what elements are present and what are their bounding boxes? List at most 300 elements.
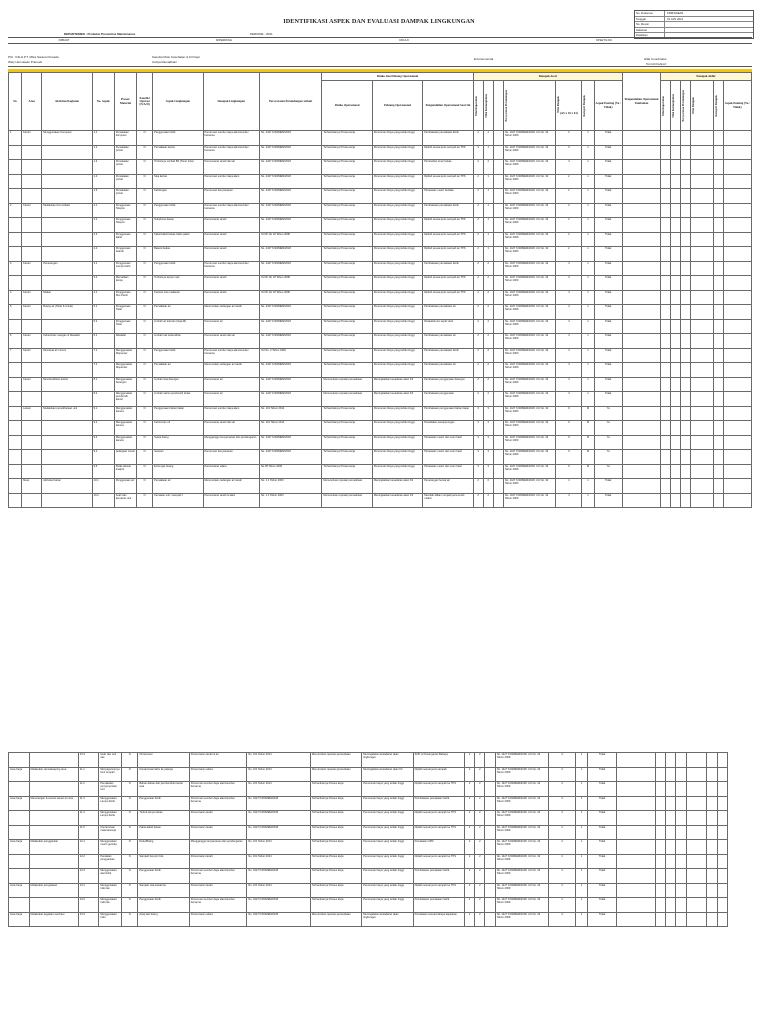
row-score: 4: [556, 305, 582, 320]
row-aspect: Penggunaan listrik: [153, 131, 203, 146]
row-process: Penggunaan Toilet: [114, 305, 136, 320]
empty-cell: [723, 421, 751, 436]
row-probability: 1: [483, 232, 493, 247]
empty-cell: [671, 450, 681, 465]
empty-cell: [713, 218, 723, 233]
row-significant: Tidak: [594, 334, 622, 349]
row-probability: 1: [483, 203, 493, 218]
row-opportunity: Penurunan biaya yang terlalu tinggi: [372, 363, 422, 378]
row-aspect: Sampah besi pin bits: [138, 854, 189, 869]
row-severity: 2: [464, 898, 474, 913]
row-risk: Menurunkan reputasi perusahaan: [310, 912, 361, 927]
row-risk: Terhambatnya Proses kerja: [322, 450, 372, 465]
row-area: Kantor: [22, 261, 42, 276]
header-final-severity: Nilai Keparahan: [662, 95, 666, 116]
empty-cell: [622, 218, 660, 233]
row-no: [9, 363, 22, 378]
row-condition: N: [136, 218, 152, 233]
row-no: [9, 377, 22, 392]
row-area: [9, 825, 30, 840]
row-severity: 2: [464, 854, 474, 869]
header-opportunity: Peluang Operasional: [372, 81, 422, 131]
empty-cell: [713, 348, 723, 363]
row-category: 1: [582, 334, 594, 349]
row-activity: [42, 232, 92, 247]
row-opportunity: Meningkatkan kesadaran akan K3: [362, 767, 413, 782]
header-extra-control: Pengendalian Operasional Tambahan: [622, 73, 660, 131]
row-no: [9, 435, 22, 450]
row-significant: Tidak: [594, 145, 622, 160]
row-aspect-no: 9.5: [92, 464, 114, 479]
row-area: Kantor: [22, 348, 42, 363]
row-opportunity: Penurunan biaya yang terlalu tinggi: [362, 796, 413, 811]
row-no: [9, 189, 22, 204]
empty-cell: [655, 840, 665, 855]
empty-cell: [707, 883, 717, 898]
row-condition: N: [121, 825, 137, 840]
row-legal: No. 1427 K/30/MEM/2018. UU No. 32 Tahun 2009: [503, 131, 555, 146]
empty-cell: [707, 796, 717, 811]
empty-cell: [717, 753, 727, 768]
empty-cell: [493, 232, 503, 247]
empty-cell: [661, 406, 671, 421]
row-severity: 2: [473, 334, 483, 349]
empty-cell: [723, 145, 751, 160]
row-control: Pembatasan pemakaian listrik: [423, 131, 473, 146]
row-regulation: No. 4427 K/30/MEM/2018: [247, 912, 311, 927]
table-row: [9, 753, 728, 768]
header-impact: Dampak Lingkungan: [203, 73, 259, 131]
empty-cell: [676, 869, 686, 884]
row-score: 4: [549, 898, 576, 913]
empty-cell: [686, 912, 707, 927]
row-opportunity: Penurunan biaya yang terlalu tinggi: [372, 276, 422, 291]
empty-cell: [661, 261, 671, 276]
table-row: [9, 782, 728, 797]
row-legal: No. 1427 K/30/MEM/2018. UU No. 32 Tahun 2009: [503, 377, 555, 392]
row-severity: 3: [473, 450, 483, 465]
empty-cell: [622, 435, 660, 450]
row-category: 1: [575, 753, 587, 768]
row-score: 4: [549, 753, 576, 768]
row-aspect: Limbah sisa detergen: [153, 377, 203, 392]
empty-cell: [713, 261, 723, 276]
row-risk: Terhambatnya Proses kerja: [322, 319, 372, 334]
row-process: Pemakaian printer: [114, 189, 136, 204]
signer-mid-name: Cahya Ramadhani: [152, 60, 177, 64]
row-legal: No. 1427 K/30/MEM/2018. UU No. 32 Tahun 2009: [503, 421, 555, 436]
empty-cell: [681, 479, 691, 494]
row-opportunity: Meningkatkan kesadaran akan K3: [372, 377, 422, 392]
empty-cell: [671, 363, 681, 378]
empty-cell: [671, 435, 681, 450]
row-aspect-no: 10.2: [92, 493, 114, 508]
signer-right: Environmental: [474, 57, 494, 61]
empty-cell: [723, 160, 751, 175]
row-probability: 1: [483, 218, 493, 233]
row-opportunity: Penurunan biaya yang terlalu tinggi: [362, 782, 413, 797]
aspect-table-continued: [8, 752, 728, 927]
row-aspect-no: 10.3: [78, 753, 99, 768]
empty-cell: [661, 247, 671, 262]
row-score: 4: [556, 348, 582, 363]
department-label: DEPARTEMEN : Produksi Preventive Maintenance: [64, 32, 136, 36]
empty-cell: [622, 305, 660, 320]
row-category: 1: [575, 825, 587, 840]
row-aspect-no: 8.2: [92, 392, 114, 407]
empty-cell: [671, 261, 681, 276]
row-area: [9, 811, 30, 826]
row-aspect-no: 5.2: [92, 319, 114, 334]
row-risk: Terhambatnya Proses kerja: [310, 782, 361, 797]
row-category: 1: [582, 160, 594, 175]
row-no: [9, 218, 22, 233]
row-probability: 3: [483, 406, 493, 421]
empty-cell: [713, 290, 723, 305]
row-no: [9, 319, 22, 334]
header-final-group: Dampak Akhir: [661, 73, 752, 81]
empty-cell: [686, 869, 707, 884]
document-page: [4, 4, 754, 1020]
row-no: [9, 145, 22, 160]
signature-approved: DISETUJUI: [596, 38, 612, 42]
row-activity: Melakukan Komunikasi: [42, 203, 92, 218]
row-risk: Terhambatnya Proses kerja: [310, 825, 361, 840]
header-initial-group: Dampak Awal: [473, 73, 622, 81]
row-probability: 2: [483, 290, 493, 305]
row-area: Kantor: [22, 290, 42, 305]
row-opportunity: Meningkatkan kesadaran akan K3: [372, 392, 422, 407]
empty-cell: [681, 174, 691, 189]
row-severity: 3: [473, 421, 483, 436]
row-regulation: No. 4427 K/30/MEM/2018: [247, 898, 311, 913]
empty-cell: [622, 334, 660, 349]
row-condition: N: [136, 464, 152, 479]
empty-cell: [622, 247, 660, 262]
row-category: 1: [582, 203, 594, 218]
row-significant: Tidak: [588, 767, 617, 782]
row-aspect: Penggunaan listrik: [138, 869, 189, 884]
row-impact: Pencemaran tanah: [203, 218, 259, 233]
row-activity: [29, 898, 78, 913]
row-score: 4: [556, 493, 582, 508]
row-opportunity: Penurunan biaya yang terlalu tinggi: [372, 218, 422, 233]
empty-cell: [713, 160, 723, 175]
empty-cell: [723, 261, 751, 276]
row-risk: Terhambatnya Proses kerja: [322, 348, 372, 363]
table-row: [9, 131, 752, 146]
row-probability: 2: [483, 334, 493, 349]
row-aspect-no: 9.1: [92, 406, 114, 421]
row-impact: Pencemaran air: [203, 319, 259, 334]
empty-cell: [676, 912, 686, 927]
empty-cell: [661, 377, 671, 392]
empty-cell: [681, 421, 691, 436]
row-process: Penggunaan air: [114, 479, 136, 494]
row-no: [9, 450, 22, 465]
row-control: Dipilah sesuai jenis sampah: [413, 767, 464, 782]
row-score: 2: [556, 232, 582, 247]
row-risk: Menurunkan reputasi perusahaan: [322, 493, 372, 508]
empty-cell: [707, 767, 717, 782]
empty-cell: [485, 767, 495, 782]
row-aspect-no: 3.1: [92, 261, 114, 276]
row-activity: [42, 392, 92, 407]
row-area: [22, 232, 42, 247]
row-opportunity: Penurunan biaya yang terlalu tinggi: [372, 319, 422, 334]
row-probability: 3: [483, 435, 493, 450]
empty-cell: [661, 131, 671, 146]
empty-cell: [655, 898, 665, 913]
row-significant: Tidak: [588, 782, 617, 797]
row-aspect: Pemakaian kertas: [153, 145, 203, 160]
row-probability: 2: [475, 854, 485, 869]
empty-cell: [717, 869, 727, 884]
empty-cell: [485, 883, 495, 898]
row-aspect-no: 13.2: [78, 898, 99, 913]
empty-cell: [493, 392, 503, 407]
row-impact: Pencemaran air: [203, 392, 259, 407]
row-score: 9: [556, 435, 582, 450]
row-process: Menggunakan trafo las: [99, 883, 122, 898]
empty-cell: [666, 796, 676, 811]
empty-cell: [666, 767, 676, 782]
row-regulation: No. 101 Tahun 2014: [247, 854, 311, 869]
row-opportunity: Penurunan biaya yang terlalu tinggi: [372, 203, 422, 218]
empty-cell: [493, 131, 503, 146]
empty-cell: [723, 203, 751, 218]
row-area: [9, 898, 30, 913]
row-legal: No. 1427 K/30/MEM/2018. UU No. 32 Tahun 2009: [495, 854, 548, 869]
row-process: Mematikan lampu: [114, 276, 136, 291]
signer-left-name: Wely Hermawan Pramudi: [8, 60, 42, 64]
row-category: 1: [575, 767, 587, 782]
empty-cell: [493, 189, 503, 204]
row-aspect-no: 8.1: [92, 377, 114, 392]
row-impact: Pencemaran udara: [189, 912, 247, 927]
table-row: [9, 334, 752, 349]
row-condition: N: [136, 479, 152, 494]
row-significant: Tidak: [588, 796, 617, 811]
empty-cell: [622, 261, 660, 276]
row-aspect: Baterai bekas: [153, 247, 203, 262]
empty-cell: [723, 334, 751, 349]
row-process: Menggunakan kanera: [114, 421, 136, 436]
empty-cell: [681, 377, 691, 392]
row-aspect: Telephone bekas: [153, 218, 203, 233]
row-regulation: No. 4427 K/30/MEM/2018: [259, 203, 321, 218]
empty-cell: [691, 348, 713, 363]
row-activity: [29, 811, 78, 826]
empty-cell: [691, 493, 713, 508]
empty-cell: [713, 493, 723, 508]
row-condition: N: [136, 203, 152, 218]
row-control: Penerangan hemat air: [423, 479, 473, 494]
row-activity: [42, 363, 92, 378]
row-process: buah dan kemasan unit: [114, 493, 136, 508]
empty-cell: [622, 189, 660, 204]
row-score: 9: [556, 464, 582, 479]
row-aspect: Penggunaan listrik: [138, 898, 189, 913]
row-no: [9, 160, 22, 175]
row-severity: 2: [473, 319, 483, 334]
row-no: 3: [9, 261, 22, 276]
empty-cell: [671, 145, 681, 160]
empty-cell: [671, 290, 681, 305]
row-significant: Tidak: [594, 203, 622, 218]
empty-cell: [666, 883, 676, 898]
row-regulation: UU RI No 18 Tahun 2008: [259, 276, 321, 291]
row-process: Menggunakan kanera: [114, 435, 136, 450]
row-aspect-no: 3.2: [92, 276, 114, 291]
row-probability: 2: [475, 767, 485, 782]
row-score: 2: [556, 218, 582, 233]
row-aspect-no: 1.1: [92, 131, 114, 146]
table-row: [9, 203, 752, 218]
row-activity: Aktivitas harian: [42, 479, 92, 494]
row-impact: Pencemaran tanah: [203, 232, 259, 247]
row-aspect-no: 11.4: [78, 811, 99, 826]
row-impact: Pencemaran tanah: [189, 825, 247, 840]
row-process: Pemakaian printer: [114, 174, 136, 189]
row-process: Pemakaian printer: [114, 160, 136, 175]
row-condition: N: [121, 883, 137, 898]
row-control: Dipilah sesuai jenis sampah ke TPS: [413, 782, 464, 797]
header-regulation: Persyaratan Perundangan terkait: [259, 73, 321, 131]
row-significant: Tidak: [588, 898, 617, 913]
row-opportunity: Penurunan biaya yang terlalu tinggi: [362, 811, 413, 826]
row-area: [22, 189, 42, 204]
row-score: 4: [556, 261, 582, 276]
row-risk: Terhambatnya Proses kerja: [322, 334, 372, 349]
row-area: Kantor: [22, 377, 42, 392]
row-condition: N: [121, 869, 137, 884]
row-score: 9: [556, 406, 582, 421]
header-final-probability: Nilai Kemungkinan: [672, 93, 676, 118]
row-risk: Terhambatnya Proses kerja: [322, 232, 372, 247]
row-risk: Terhambatnya Proses kerja: [322, 174, 372, 189]
row-activity: Melakukan pengelasan: [29, 883, 78, 898]
row-aspect-no: 13.1: [78, 883, 99, 898]
row-risk: Terhambatnya Proses kerja: [322, 421, 372, 436]
empty-cell: [485, 912, 495, 927]
empty-cell: [493, 145, 503, 160]
empty-cell: [691, 305, 713, 320]
empty-cell: [681, 363, 691, 378]
row-score: 4: [549, 811, 576, 826]
row-aspect-no: 7.1: [92, 348, 114, 363]
row-aspect: Kabel-kabel bekas habis pakai: [153, 232, 203, 247]
row-aspect: Kabel-kabel bekas: [138, 825, 189, 840]
row-significant: Tidak: [594, 247, 622, 262]
row-aspect-no: 10.1: [92, 479, 114, 494]
row-severity: 2: [464, 825, 474, 840]
empty-cell: [661, 464, 671, 479]
header-final-significant: Aspek Penting (Ya / Tidak): [723, 81, 751, 131]
row-activity: [42, 464, 92, 479]
row-area: Mess: [22, 479, 42, 494]
row-opportunity: Penurunan biaya yang terlalu tinggi: [372, 421, 422, 436]
row-aspect: Penggunaan listrik: [153, 261, 203, 276]
row-probability: 2: [475, 898, 485, 913]
header-control: Pengendalian Operasional Saat Ini: [423, 81, 473, 131]
row-risk: Terhambatnya Proses kerja: [310, 796, 361, 811]
empty-cell: [616, 912, 655, 927]
empty-cell: [691, 464, 713, 479]
row-area: Kantor: [22, 203, 42, 218]
empty-cell: [681, 348, 691, 363]
row-activity: Melakukan kegiatan overhaul: [29, 912, 78, 927]
row-regulation: No. 101 Tahun 2014: [259, 406, 321, 421]
empty-cell: [717, 854, 727, 869]
row-severity: 2: [473, 392, 483, 407]
row-activity: Kebersihan ruangan & Wastafel: [42, 334, 92, 349]
row-impact: Penurunan sumber daya alam/sumber bersama: [203, 348, 259, 363]
row-probability: 2: [483, 261, 493, 276]
row-opportunity: Meningkatkan kesadaran akan K3: [372, 479, 422, 494]
row-severity: 2: [473, 218, 483, 233]
empty-cell: [622, 479, 660, 494]
row-area: [9, 854, 30, 869]
empty-cell: [717, 883, 727, 898]
table-row: [9, 435, 752, 450]
row-significant: Ya: [594, 464, 622, 479]
empty-cell: [493, 450, 503, 465]
row-probability: 2: [475, 811, 485, 826]
empty-cell: [661, 189, 671, 204]
empty-cell: [493, 479, 503, 494]
row-condition: N: [136, 421, 152, 436]
info-label: Disahkan: [635, 33, 665, 38]
row-category: 1: [582, 174, 594, 189]
row-severity: 2: [464, 883, 474, 898]
empty-cell: [723, 305, 751, 320]
row-area: [22, 493, 42, 508]
empty-cell: [723, 450, 751, 465]
row-activity: [42, 218, 92, 233]
row-impact: Pencemaran udara: [203, 464, 259, 479]
table-row: [9, 247, 752, 262]
row-condition: N: [121, 811, 137, 826]
row-regulation: No. 4427 K/30/MEM/2018: [247, 811, 311, 826]
empty-cell: [493, 247, 503, 262]
table-row: [9, 261, 752, 276]
empty-cell: [661, 232, 671, 247]
row-impact: Penurunan sumber daya alam/sumber bersama: [189, 796, 247, 811]
table-row: [9, 464, 752, 479]
row-impact: Pencemaran tanah: [189, 811, 247, 826]
row-impact: Penurunan sumber daya alam/sumber bersama: [203, 261, 259, 276]
row-condition: N: [136, 435, 152, 450]
row-process: Menggunakan Lampu listrik: [99, 811, 122, 826]
empty-cell: [622, 203, 660, 218]
row-legal: No. 1427 K/30/MEM/2018. UU No. 32 Tahun 2009: [503, 218, 555, 233]
row-opportunity: Penurunan biaya yang terlalu tinggi: [362, 869, 413, 884]
table-row: [9, 145, 752, 160]
table-row: [9, 218, 752, 233]
row-activity: [29, 782, 78, 797]
row-score: 4: [556, 479, 582, 494]
row-control: Pembatasan pemakaian listrik: [423, 348, 473, 363]
empty-cell: [681, 464, 691, 479]
row-process: Pemakaian printer: [114, 145, 136, 160]
row-risk: Terhambatnya Proses kerja: [310, 869, 361, 884]
row-score: 2: [556, 203, 582, 218]
row-regulation: No. 4427 K/30/MEM/2018: [259, 145, 321, 160]
row-aspect: Debu/Bising: [138, 840, 189, 855]
row-legal: No. 1427 K/30/MEM/2018. UU No. 32 Tahun 2009: [495, 753, 548, 768]
period-label: PERIODE : 2021: [250, 32, 273, 36]
